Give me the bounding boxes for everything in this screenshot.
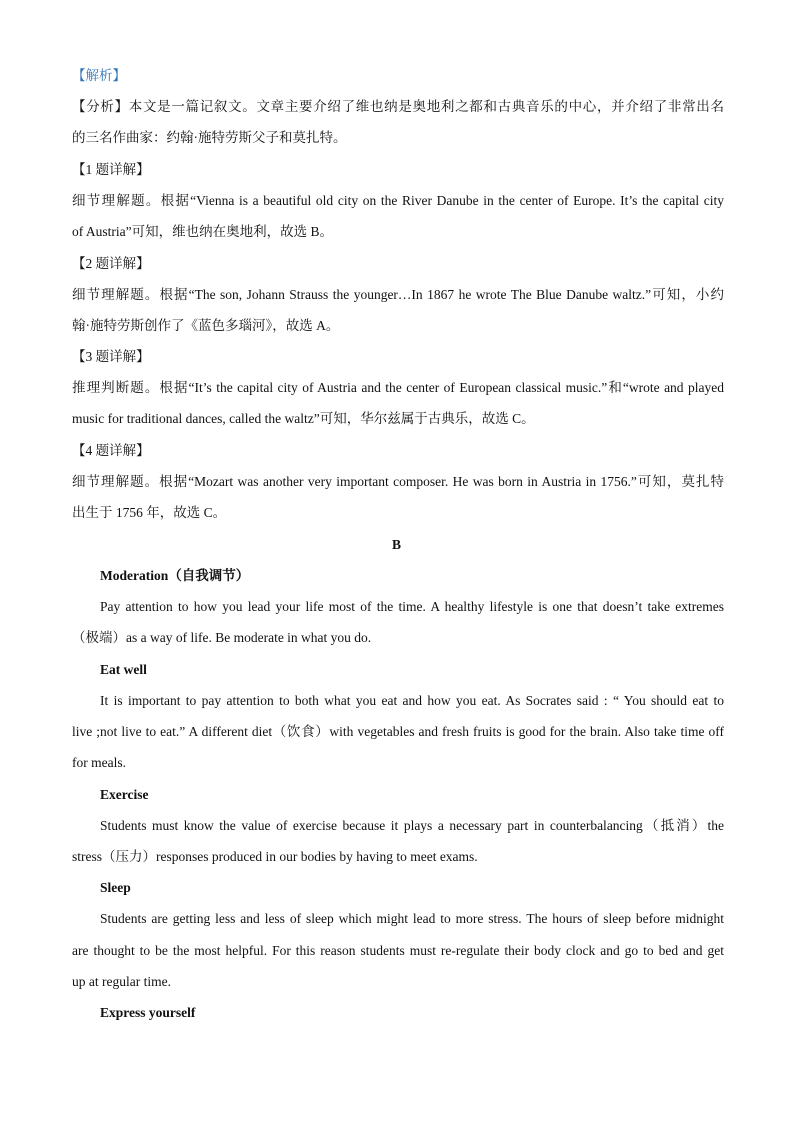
express-yourself-heading: Express yourself	[100, 1005, 196, 1020]
question-4-line-1: 细节理解题。根据“Mozart was another very important composer. He was born in Austria in 1756.”可知，莫扎特	[72, 474, 724, 489]
question-3-title: 【3 题详解】	[72, 349, 150, 364]
analysis-summary-line-1: 【分析】本文是一篇记叙文。文章主要介绍了维也纳是奥地利之都和古典音乐的中心，并介绍了非常出名	[72, 99, 724, 114]
question-2-line-1: 细节理解题。根据“The son, Johann Strauss the younger…In 1867 he wrote The Blue Danube waltz.”可知，小约	[72, 287, 724, 302]
question-1-line-1: 细节理解题。根据“Vienna is a beautiful old city on the River Danube in the center of Europe. It’s the capital city	[72, 193, 724, 208]
question-2-title: 【2 题详解】	[72, 256, 150, 271]
sleep-line-2: are thought to be the most helpful. For this reason students must re-regulate their body clock and go to bed and get	[72, 943, 724, 958]
question-4-line-2: 出生于 1756 年，故选 C。	[72, 505, 227, 520]
intro-line-1: Pay attention to how you lead your life most of the time. A healthy lifestyle is one that doesn’t take extremes	[100, 599, 724, 614]
sleep-line-3: up at regular time.	[72, 974, 171, 989]
question-3-line-2: music for traditional dances, called the waltz”可知，华尔兹属于古典乐，故选 C。	[72, 411, 535, 426]
intro-line-2: （极端）as a way of life. Be moderate in what you do.	[72, 630, 372, 645]
eat-well-line-3: for meals.	[72, 755, 126, 770]
exercise-line-2: stress（压力）responses produced in our bodies by having to meet exams.	[72, 849, 478, 864]
question-4-title: 【4 题详解】	[72, 443, 150, 458]
exercise-line-1: Students must know the value of exercise because it plays a necessary part in counterbalancing（抵消）the	[100, 818, 724, 833]
eat-well-heading: Eat well	[100, 662, 147, 677]
question-1-line-2: of Austria”可知，维也纳在奥地利，故选 B。	[72, 224, 333, 239]
analysis-header: 【解析】	[72, 68, 126, 83]
sleep-line-1: Students are getting less and less of sleep which might lead to more stress. The hours of sleep before midnight	[100, 911, 724, 926]
section-label: B	[391, 537, 401, 552]
question-1-title: 【1 题详解】	[72, 162, 150, 177]
eat-well-line-1: It is important to pay attention to both what you eat and how you eat. As Socrates said : “ You should eat to	[100, 693, 724, 708]
question-3-line-1: 推理判断题。根据“It’s the capital city of Austria and the center of European classical music.”和“wrote and played	[72, 380, 724, 395]
question-2-line-2: 翰·施特劳斯创作了《蓝色多瑙河》，故选 A。	[72, 318, 340, 333]
passage-title: Moderation（自我调节）	[100, 568, 250, 583]
analysis-summary-line-2: 的三名作曲家：约翰·施特劳斯父子和莫扎特。	[72, 130, 347, 145]
eat-well-line-2: live ;not live to eat.” A different diet（饮食）with vegetables and fresh fruits is good for the brain. Also take time off	[72, 724, 724, 739]
sleep-heading: Sleep	[100, 880, 131, 895]
exercise-heading: Exercise	[100, 787, 149, 802]
